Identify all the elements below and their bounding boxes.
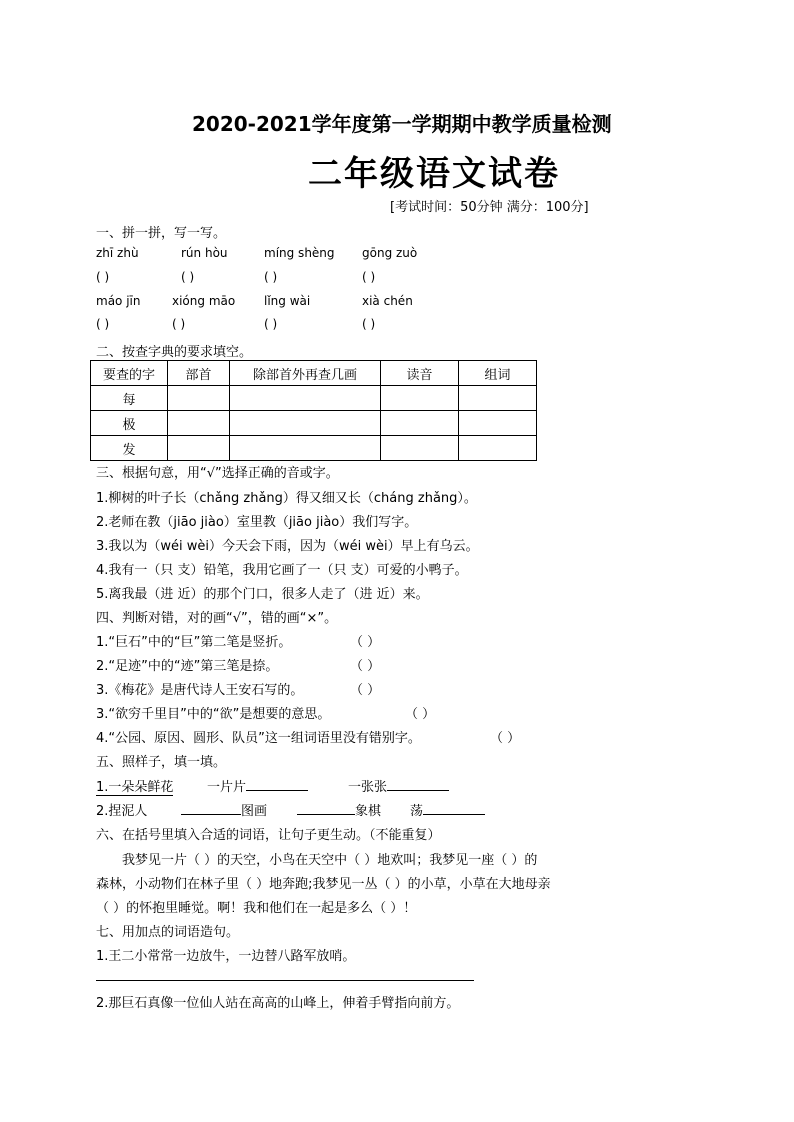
paragraph-line: （ ）的怀抱里睡觉。啊！我和他们在一起是多么（ ）！ <box>96 901 417 916</box>
paragraph-line: 我梦见一片（ ）的天空，小鸟在天空中（ ）地欢叫；我梦见一座（ ）的 <box>122 853 538 868</box>
answer-cell[interactable] <box>459 436 537 461</box>
pinyin-item: gōng zuò <box>362 246 418 260</box>
answer-cell[interactable] <box>230 436 381 461</box>
answer-line[interactable] <box>96 980 474 981</box>
exam-info: [考试时间：50分钟 满分：100分] <box>390 200 589 215</box>
answer-cell[interactable] <box>230 411 381 436</box>
pinyin-item: zhī zhù <box>96 246 139 260</box>
example-item <box>96 776 173 795</box>
answer-paren[interactable]: （ ） <box>490 731 521 746</box>
answer-paren[interactable]: ( ) <box>264 270 278 284</box>
question-item: 2.“足迹”中的“迹”第三笔是捺。 <box>96 659 279 674</box>
table-char-cell: 极 <box>91 411 168 436</box>
example-text: 1.一朵朵鲜花 <box>96 780 174 795</box>
answer-paren[interactable]: ( ) <box>96 317 110 331</box>
answer-blank[interactable] <box>387 778 449 791</box>
section-7-heading: 七、用加点的词语造句。 <box>96 925 240 940</box>
table-header-cell: 要查的字 <box>91 361 168 386</box>
fill-item <box>410 800 485 819</box>
answer-blank[interactable] <box>297 802 355 815</box>
section-6-heading: 六、在括号里填入合适的词语，让句子更生动。（不能重复） <box>96 828 441 843</box>
section-2-heading: 二、按查字典的要求填空。 <box>96 345 253 360</box>
question-item: 3.我以为（wéi wèi）今天会下雨，因为（wéi wèi）早上有乌云。 <box>96 539 479 554</box>
page-title: 二年级语文试卷 <box>308 154 560 194</box>
dictionary-table <box>90 360 537 461</box>
answer-paren[interactable]: ( ) <box>362 270 376 284</box>
pinyin-item: lǐng wài <box>264 294 311 308</box>
answer-paren[interactable]: （ ） <box>350 683 381 698</box>
question-item: 2.那巨石真像一位仙人站在高高的山峰上，伸着手臂指向前方。 <box>96 996 460 1011</box>
fill-item <box>181 800 267 819</box>
pinyin-item: xià chén <box>362 294 413 308</box>
answer-paren[interactable]: （ ） <box>405 707 436 722</box>
table-header-cell: 读音 <box>381 361 459 386</box>
question-item: 3.“欲穷千里目”中的“欲”是想要的意思。 <box>96 707 331 722</box>
answer-paren[interactable]: ( ) <box>96 270 110 284</box>
question-item: 4.我有一（只 支）铅笔，我用它画了一（只 支）可爱的小鸭子。 <box>96 563 468 578</box>
section-5-heading: 五、照样子，填一填。 <box>96 755 227 770</box>
table-header-cell: 组词 <box>459 361 537 386</box>
section-3-heading: 三、根据句意，用“√”选择正确的音或字。 <box>96 466 339 481</box>
table-char-cell: 每 <box>91 386 168 411</box>
question-item: 3.《梅花》是唐代诗人王安石写的。 <box>96 683 304 698</box>
fill-prompt: 一张张 <box>348 780 388 795</box>
answer-paren[interactable]: ( ) <box>362 317 376 331</box>
answer-paren[interactable]: （ ） <box>350 635 381 650</box>
answer-blank[interactable] <box>423 802 485 815</box>
section-4-heading: 四、判断对错，对的画“√”，错的画“×”。 <box>96 611 338 626</box>
table-row <box>91 386 537 411</box>
answer-cell[interactable] <box>381 436 459 461</box>
exam-header-line: 2020-2021学年度第一学期期中教学质量检测 <box>192 112 612 136</box>
pinyin-item: máo jīn <box>96 294 141 308</box>
answer-cell[interactable] <box>459 386 537 411</box>
question-item: 1.柳树的叶子长（chǎng zhǎng）得又细又长（cháng zhǎng）。 <box>96 491 477 506</box>
answer-cell[interactable] <box>459 411 537 436</box>
fill-item <box>348 776 449 795</box>
fill-prompt: 图画 <box>241 804 268 819</box>
answer-paren[interactable]: ( ) <box>181 270 195 284</box>
answer-cell[interactable] <box>168 411 230 436</box>
answer-paren[interactable]: （ ） <box>350 659 381 674</box>
fill-prompt: 一片片 <box>207 780 247 795</box>
question-item: 2.老师在教（jiāo jiào）室里教（jiāo jiào）我们写字。 <box>96 515 418 530</box>
answer-cell[interactable] <box>381 386 459 411</box>
answer-blank[interactable] <box>246 778 308 791</box>
example-item: 2.捏泥人 <box>96 804 148 819</box>
question-item: 1.王二小常常一边放牛，一边替八路军放哨。 <box>96 949 356 964</box>
table-header-cell: 除部首外再查几画 <box>230 361 381 386</box>
table-header-cell: 部首 <box>168 361 230 386</box>
table-char-cell: 发 <box>91 436 168 461</box>
pinyin-item: míng shèng <box>264 246 335 260</box>
table-row <box>91 436 537 461</box>
table-row <box>91 411 537 436</box>
answer-cell[interactable] <box>381 411 459 436</box>
paragraph-line: 森林，小动物们在林子里（ ）地奔跑;我梦见一丛（ ）的小草，小草在大地母亲 <box>96 877 551 892</box>
section-1-heading: 一、拼一拼，写一写。 <box>96 226 227 241</box>
question-item: 5.离我最（进 近）的那个门口，很多人走了（进 近）来。 <box>96 587 429 602</box>
pinyin-item: xióng māo <box>172 294 236 308</box>
fill-prompt: 象棋 <box>355 804 382 819</box>
answer-blank[interactable] <box>181 802 241 815</box>
answer-cell[interactable] <box>168 386 230 411</box>
pinyin-item: rún hòu <box>181 246 228 260</box>
table-header-row <box>91 361 537 386</box>
question-item: 1.“巨石”中的“巨”第二笔是竖折。 <box>96 635 292 650</box>
answer-cell[interactable] <box>168 436 230 461</box>
answer-paren[interactable]: ( ) <box>172 317 186 331</box>
fill-prompt: 荡 <box>410 804 424 819</box>
answer-cell[interactable] <box>230 386 381 411</box>
question-item: 4.“公园、原因、圆形、队员”这一组词语里没有错别字。 <box>96 731 421 746</box>
fill-item <box>207 776 308 795</box>
fill-item <box>297 800 381 819</box>
answer-paren[interactable]: ( ) <box>264 317 278 331</box>
